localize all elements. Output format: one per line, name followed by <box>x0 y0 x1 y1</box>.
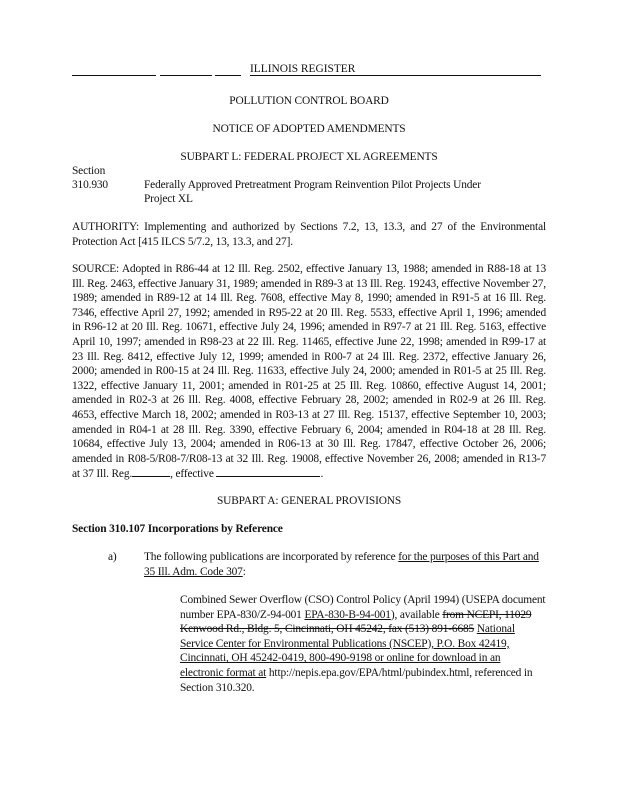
cso-part4: , referenced in Section 310.320. <box>180 666 533 694</box>
cso-url[interactable]: http://nepis.epa.gov/EPA/html/pubindex.html <box>268 666 470 679</box>
source-blank-reg <box>132 466 170 477</box>
section-list-header: Section <box>72 165 106 177</box>
board-title: POLLUTION CONTROL BOARD <box>229 95 389 107</box>
subpart-a-heading: SUBPART A: GENERAL PROVISIONS <box>216 495 402 507</box>
section-title-line2: Project XL <box>144 193 193 205</box>
source-text: SOURCE: Adopted in R86-44 at 12 Ill. Reg. 2502, effective January 13, 1988; amended in R88-18 at 13 Ill. Reg. 2463, effective January 31, 1989; amended in R89-3 at 13 Ill. Reg. 19243, effective November 27, 1989; amended in R89-12 at 14 Ill. Reg. 7608, effective May 8, 1990; amended in R91-5 at 16 Ill. Reg. 7346, effective April 27, 1992; amended in R95-22 at 20 Ill. Reg. 5533, effective April 1, 1996; amended in R96-12 at 20 Ill. Reg. 10671, effective July 24, 1996; amended in R97-7 at 21 Ill. Reg. 5163, effective April 10, 1997; amended in R98-23 at 22 Ill. Reg. 11465, effective June 22, 1998; amended in R99-17 at 23 Ill. Reg. 8412, effective July 12, 1999; amended in R00-7 at 24 Ill. Reg. 2372, effective January 26, 2000; amended in R00-15 at 24 Ill. Reg. 11633, effective July 24, 2000; amended in R01-5 at 25 Ill. Reg. 1322, effective January 11, 2001; amended in R01-25 at 25 Ill. Reg. 10860, effective August 14, 2001; amended in R02-3 at 26 Ill. Reg. 4008, effective February 28, 2002; amended in R02-9 at 26 Ill. Reg. 4653, effective March 18, 2002; amended in R03-13 at 27 Ill. Reg. 15137, effective September 10, 2003; amended in R04-1 at 28 Ill. Reg. 3390, effective February 6, 2004; amended in R04-18 at 28 Ill. Reg. 10684, effective July 13, 2004; amended in R06-13 at 30 Ill. Reg. 17847, effective October 26, 2006; amended in R08-5/R08-7/R08-13 at 32 Ill. Reg. 19008, effective November 26, 2008; amended in R13-7 at 37 Ill. Reg. <box>72 263 546 481</box>
authority-note: AUTHORITY: Implementing and authorized by Sections 7.2, 13, 13.3, and 27 of the Environmental Protection Act [415 ILCS 5/7.2, 13, 13.3, and 27]. <box>72 221 546 248</box>
source-period: . <box>320 468 324 481</box>
cso-inserted-address: National Service Center for Environmental Publications (NSCEP), P.O. Box 42419, Cincinnati, OH 45242-0419, 800-490-9198 or online for download in an electronic format at <box>180 623 515 679</box>
register-title: ILLINOIS REGISTER <box>250 63 356 75</box>
cso-inserted-docnum: EPA-830-B-94-001 <box>304 608 391 621</box>
notice-title: NOTICE OF ADOPTED AMENDMENTS <box>212 123 406 135</box>
section-title-line1: Federally Approved Pretreatment Program Reinvention Pilot Projects Under <box>144 179 481 191</box>
item-a-text-before: The following publications are incorporated by reference <box>144 551 396 563</box>
header-rule-left-3 <box>215 75 241 76</box>
cso-deleted-address: from NCEPI, 11029 Kenwood Rd., Bldg. 5, Cincinnati, OH 45242, fax (513) 891-6685 <box>180 608 532 636</box>
item-a-inserted: for the purposes of this Part and 35 Ill. Adm. Code 307 <box>144 551 539 578</box>
header-rule-left-1 <box>72 75 156 76</box>
cso-part2: ), available <box>390 608 440 621</box>
item-a-label: a) <box>108 551 117 563</box>
item-a-text <box>144 550 546 579</box>
item-a-colon: : <box>242 565 246 578</box>
cso-part1: Combined Sewer Overflow (CSO) Control Policy (April 1994) (USEPA document number EPA-830/Z-94-001 <box>180 594 546 621</box>
source-effective: , effective <box>170 468 214 481</box>
section-heading: Section 310.107 Incorporations by Reference <box>72 523 283 535</box>
source-blank-date <box>216 466 320 477</box>
subpart-l-heading: SUBPART L: FEDERAL PROJECT XL AGREEMENTS <box>180 151 438 163</box>
cso-reference <box>180 593 546 695</box>
section-number: 310.930 <box>72 179 108 191</box>
source-note <box>72 262 546 482</box>
header-rule-left-2 <box>160 75 212 76</box>
